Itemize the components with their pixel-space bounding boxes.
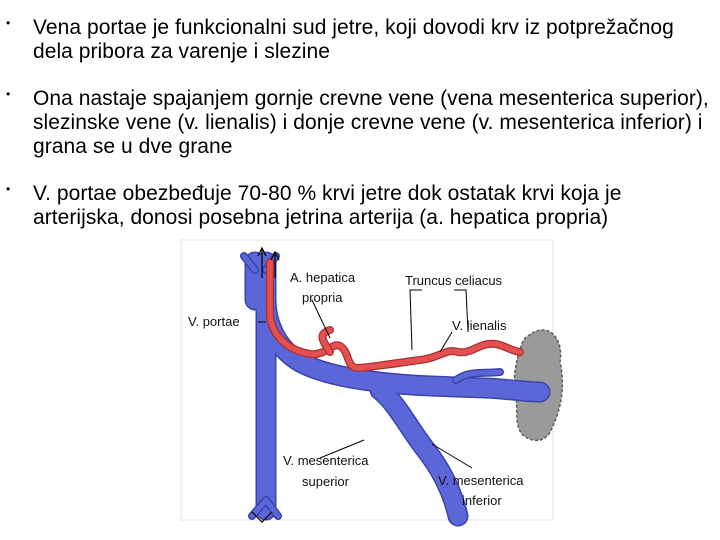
bullet-text-3: V. portae obezbeđuje 70-80 % krvi jetre dok ostatak krvi koja je arterijska, donosi posebna jetrina arterija (a. hepatica propria) bbox=[33, 182, 622, 229]
label-mes-sup-2: superior bbox=[302, 474, 349, 489]
label-truncus-celiacus: Truncus celiacus bbox=[405, 273, 503, 288]
label-a-hepatica: A. hepatica bbox=[290, 270, 356, 285]
label-v-portae: V. portae bbox=[188, 314, 240, 329]
label-v-lienalis: V. lienalis bbox=[452, 318, 507, 333]
label-propria: propria bbox=[302, 290, 343, 305]
label-mes-inf-1: V. mesenterica bbox=[438, 473, 524, 488]
bullet-dot: • bbox=[6, 87, 11, 101]
bullet-text-1: Vena portae je funkcionalni sud jetre, koji dovodi krv iz potprežačnog dela pribora za varenje i slezine bbox=[33, 16, 674, 63]
bullet-dot: • bbox=[6, 16, 11, 30]
label-mes-sup-1: V. mesenterica bbox=[283, 453, 369, 468]
bullet-dot: • bbox=[6, 182, 11, 196]
label-mes-inf-2: inferior bbox=[462, 493, 502, 508]
bullet-text-2: Ona nastaje spajanjem gornje crevne vene (vena mesenterica superior), slezinske vene (v. lienalis) i donje crevne vene (v. mesenterica inferior) i grana se u dve grane bbox=[33, 87, 709, 158]
